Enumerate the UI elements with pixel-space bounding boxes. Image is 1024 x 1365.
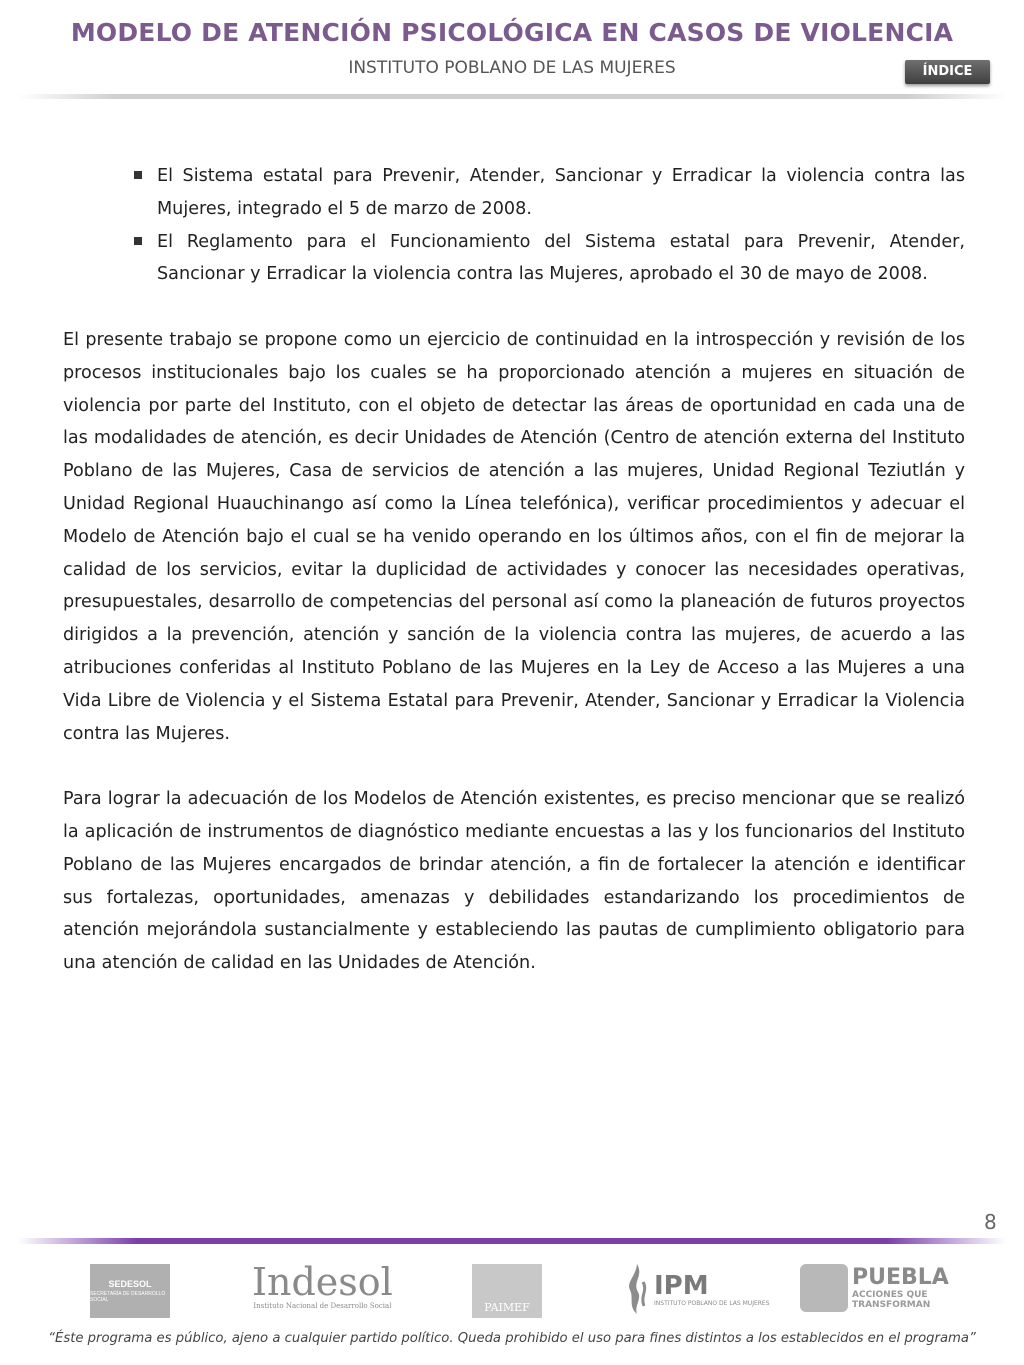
puebla-logo [800, 1264, 949, 1312]
indesol-logo-text: Indesol [252, 1260, 393, 1304]
bullet-item [63, 160, 965, 226]
puebla-emblem-icon [800, 1264, 848, 1312]
ipm-logo-text: IPM [654, 1270, 709, 1301]
page-number: 8 [984, 1210, 997, 1234]
sedesol-logo-subtext: SECRETARÍA DE DESARROLLO SOCIAL [90, 1291, 166, 1303]
ipm-logo [624, 1262, 770, 1316]
sedesol-logo [90, 1264, 170, 1318]
bullet-item [63, 226, 965, 292]
puebla-logo-subtext: TRANSFORMAN [852, 1300, 931, 1310]
page-content [63, 160, 965, 1013]
paimef-logo-text: PAIMEF [484, 1301, 530, 1314]
indesol-logo [252, 1262, 393, 1310]
puebla-logo-subtext: ACCIONES QUE [852, 1290, 928, 1300]
indesol-logo-subtext: Instituto Nacional de Desarrollo Social [253, 1302, 392, 1310]
square-bullet-icon [134, 237, 142, 245]
bullet-text: El Sistema estatal para Prevenir, Atender, Sancionar y Erradicar la violencia contra las Mujeres, integrado el 5 de marzo de 2008. [157, 166, 965, 219]
paimef-logo [472, 1264, 542, 1318]
puebla-logo-text: PUEBLA [852, 1265, 949, 1290]
institution-subtitle: INSTITUTO POBLANO DE LAS MUJERES [348, 58, 676, 78]
footer-divider [18, 1238, 1006, 1244]
ipm-logo-subtext: INSTITUTO POBLANO DE LAS MUJERES [654, 1299, 770, 1307]
body-paragraph: Para lograr la adecuación de los Modelos de Atención existentes, es preciso mencionar que se realizó la aplicación de instrumentos de diagnóstico mediante encuestas a las y los funcionarios del Instituto Poblano de las Mujeres encargados de brindar atención, a fin de fortalecer la atención e identificar sus fortalezas, oportunidades, amenazas y debilidades estandarizando los procedimientos de atención mejorándola sustancialmente y estableciendo las pautas de cumplimiento obligatorio para una atención de calidad en las Unidades de Atención. [63, 789, 965, 974]
index-button[interactable]: ÍNDICE [905, 60, 990, 84]
sedesol-logo-text: SEDESOL [108, 1279, 152, 1289]
document-title: MODELO DE ATENCIÓN PSICOLÓGICA EN CASOS DE VIOLENCIA [70, 18, 954, 47]
flame-icon [624, 1262, 650, 1316]
legal-disclaimer: “Éste programa es público, ajeno a cualquier partido político. Queda prohibido el uso para fines distintos a los establecidos en el programa” [48, 1331, 976, 1346]
bullet-text: El Reglamento para el Funcionamiento del Sistema estatal para Prevenir, Atender, Sancionar y Erradicar la violencia contra las Mujeres, aprobado el 30 de mayo de 2008. [157, 231, 965, 285]
footer-logos [0, 1262, 1024, 1322]
square-bullet-icon [134, 171, 142, 179]
bullet-list [63, 160, 965, 291]
header-divider [18, 94, 1006, 99]
body-paragraph: El presente trabajo se propone como un ejercicio de continuidad en la introspección y revisión de los procesos institucionales bajo los cuales se ha proporcionado atención a mujeres en situación de violencia por parte del Instituto, con el objeto de detectar las áreas de oportunidad en cada una de las modalidades de atención, es decir Unidades de Atención (Centro de atención externa del Instituto Poblano de las Mujeres, Casa de servicios de atención a las mujeres, Unidad Regional Teziutlán y Unidad Regional Huauchinango así como la Línea telefónica), verificar procedimientos y adecuar el Modelo de Atención bajo el cual se ha venido operando en los últimos años, con el fin de mejorar la calidad de los servicios, evitar la duplicidad de actividades y conocer las necesidades operativas, presupuestales, desarrollo de competencias del personal así como la planeación de futuros proyectos dirigidos a la prevención, atención y sanción de la violencia contra las mujeres, de acuerdo a las atribuciones conferidas al Instituto Poblano de las Mujeres en la Ley de Acceso a las Mujeres a una Vida Libre de Violencia y el Sistema Estatal para Prevenir, Atender, Sancionar y Erradicar la Violencia contra las Mujeres. [63, 329, 965, 744]
